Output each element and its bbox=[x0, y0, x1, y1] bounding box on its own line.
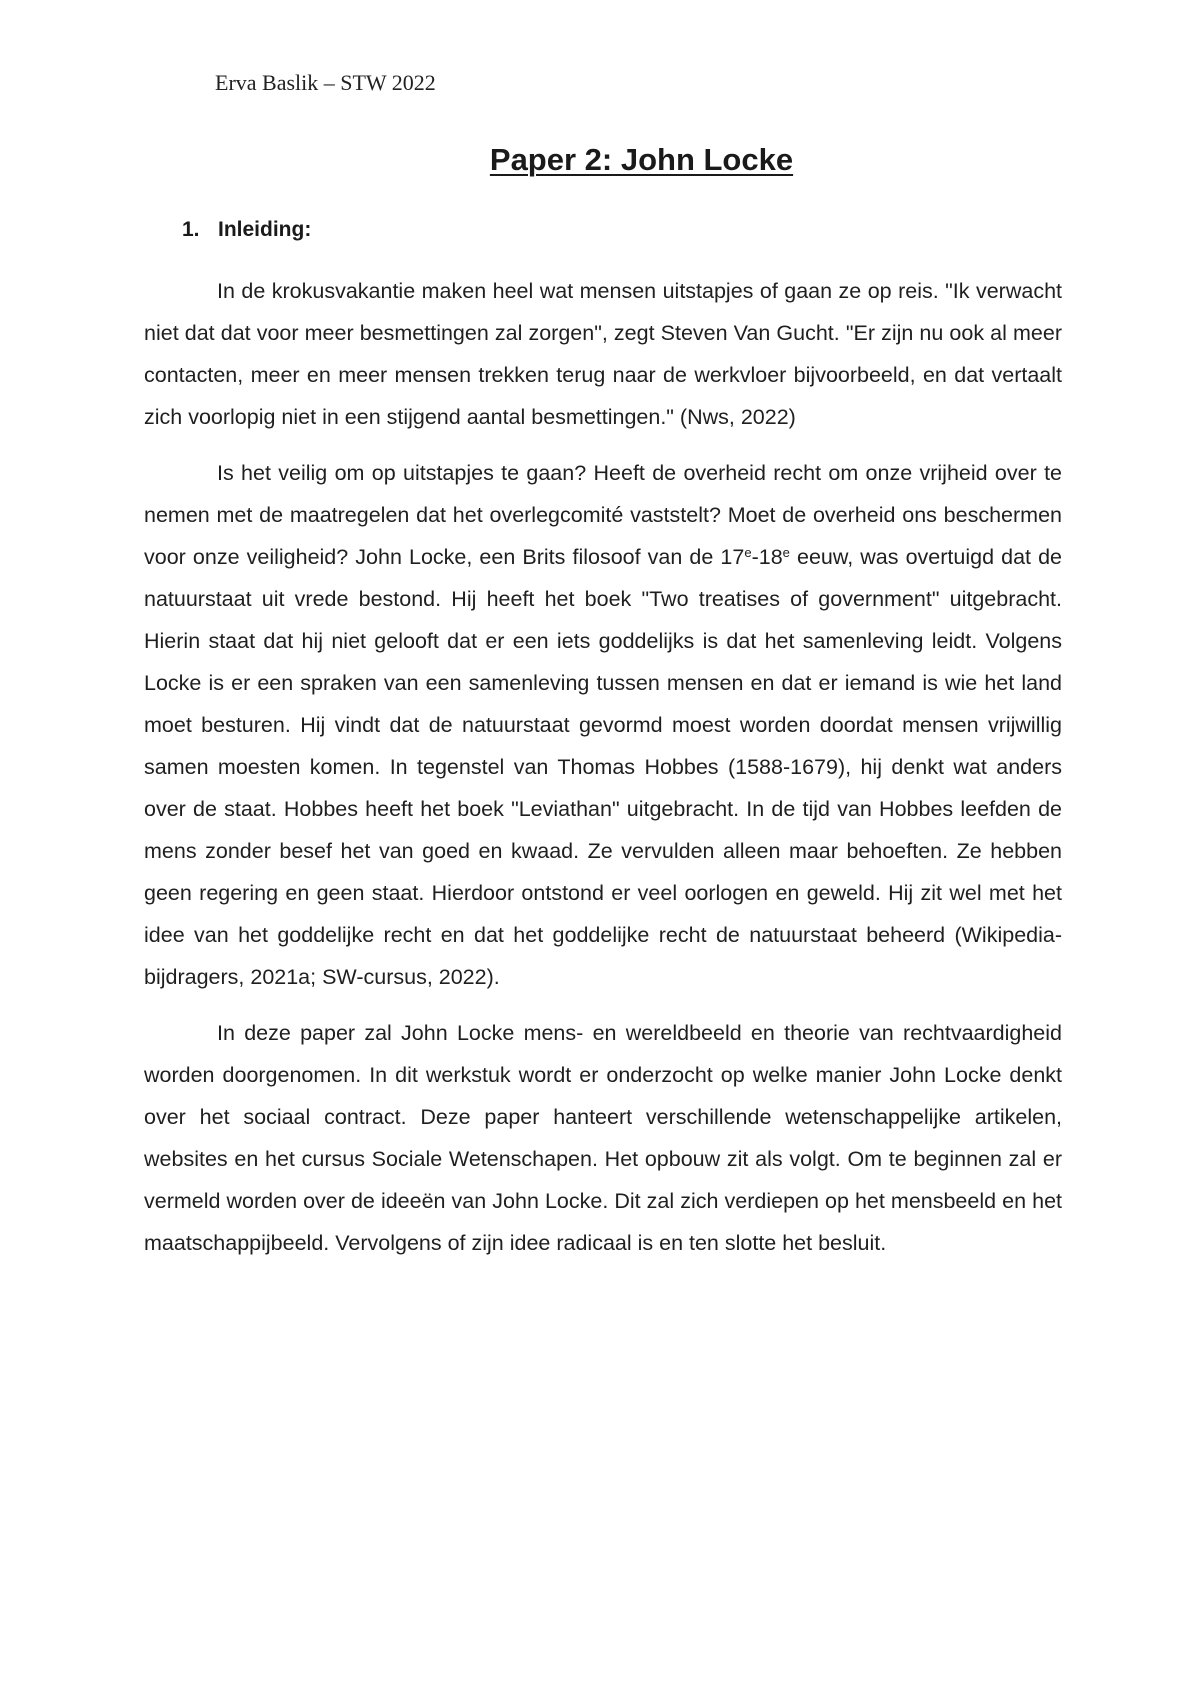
page-title: Paper 2: John Locke bbox=[489, 142, 794, 177]
section-number: 1. bbox=[182, 218, 200, 241]
author-header: Erva Baslik – STW 2022 bbox=[215, 70, 436, 95]
paragraph-locke-hobbes bbox=[144, 452, 1062, 998]
body-text bbox=[144, 270, 1062, 1278]
paragraph-part: -18 bbox=[751, 545, 783, 569]
superscript: e bbox=[782, 545, 790, 560]
paragraph-intro-quote: In de krokusvakantie maken heel wat mensen uitstapjes of gaan ze op reis. "Ik verwacht niet dat dat voor meer besmettingen zal zorgen", zegt Steven Van Gucht. "Er zijn nu ook al meer contacten, meer en meer mensen trekken terug naar de werkvloer bijvoorbeeld, en dat vertaalt zich voorlopig niet in een stijgend aantal besmettingen." (Nws, 2022) bbox=[144, 279, 1062, 429]
section-heading bbox=[182, 218, 311, 242]
section-heading-text: Inleiding: bbox=[218, 218, 312, 241]
superscript: e bbox=[744, 545, 752, 560]
paragraph-part: Is het veilig om op uitstapjes te gaan? Heeft de overheid recht om onze vrijheid over te nemen met de maatregelen dat het overlegcomité vaststelt? Moet de overheid ons beschermen voor onze veiligheid? John Locke, een Brits filosoof van de 17 bbox=[144, 461, 1062, 569]
paragraph-part: eeuw, was overtuigd dat de natuurstaat uit vrede bestond. Hij heeft het boek "Two treatises of government" uitgebracht. Hierin staat dat hij niet gelooft dat er een iets goddelijks is dat het samenleving leidt. Volgens Locke is er een spraken van een samenleving tussen mensen en dat er iemand is wie het land moet besturen. Hij vindt dat de natuurstaat gevormd moest worden doordat mensen vrijwillig samen moesten komen. In tegenstel van Thomas Hobbes (1588-1679), hij denkt wat anders over de staat. Hobbes heeft het boek "Leviathan" uitgebracht. In de tijd van Hobbes leefden de mens zonder besef het van goed en kwaad. Ze vervulden alleen maar behoeften. Ze hebben geen regering en geen staat. Hierdoor ontstond er veel oorlogen en geweld. Hij zit wel met het idee van het goddelijke recht en dat het goddelijke recht de natuurstaat beheerd (Wikipedia-bijdragers, 2021a; SW-cursus, 2022). bbox=[144, 545, 1062, 989]
paragraph-outline: In deze paper zal John Locke mens- en wereldbeeld en theorie van rechtvaardigheid worden doorgenomen. In dit werkstuk wordt er onderzocht op welke manier John Locke denkt over het sociaal contract. Deze paper hanteert verschillende wetenschappelijke artikelen, websites en het cursus Sociale Wetenschapen. Het opbouw zit als volgt. Om te beginnen zal er vermeld worden over de ideeën van John Locke. Dit zal zich verdiepen op het mensbeeld en het maatschappijbeeld. Vervolgens of zijn idee radicaal is en ten slotte het besluit. bbox=[144, 1021, 1062, 1255]
